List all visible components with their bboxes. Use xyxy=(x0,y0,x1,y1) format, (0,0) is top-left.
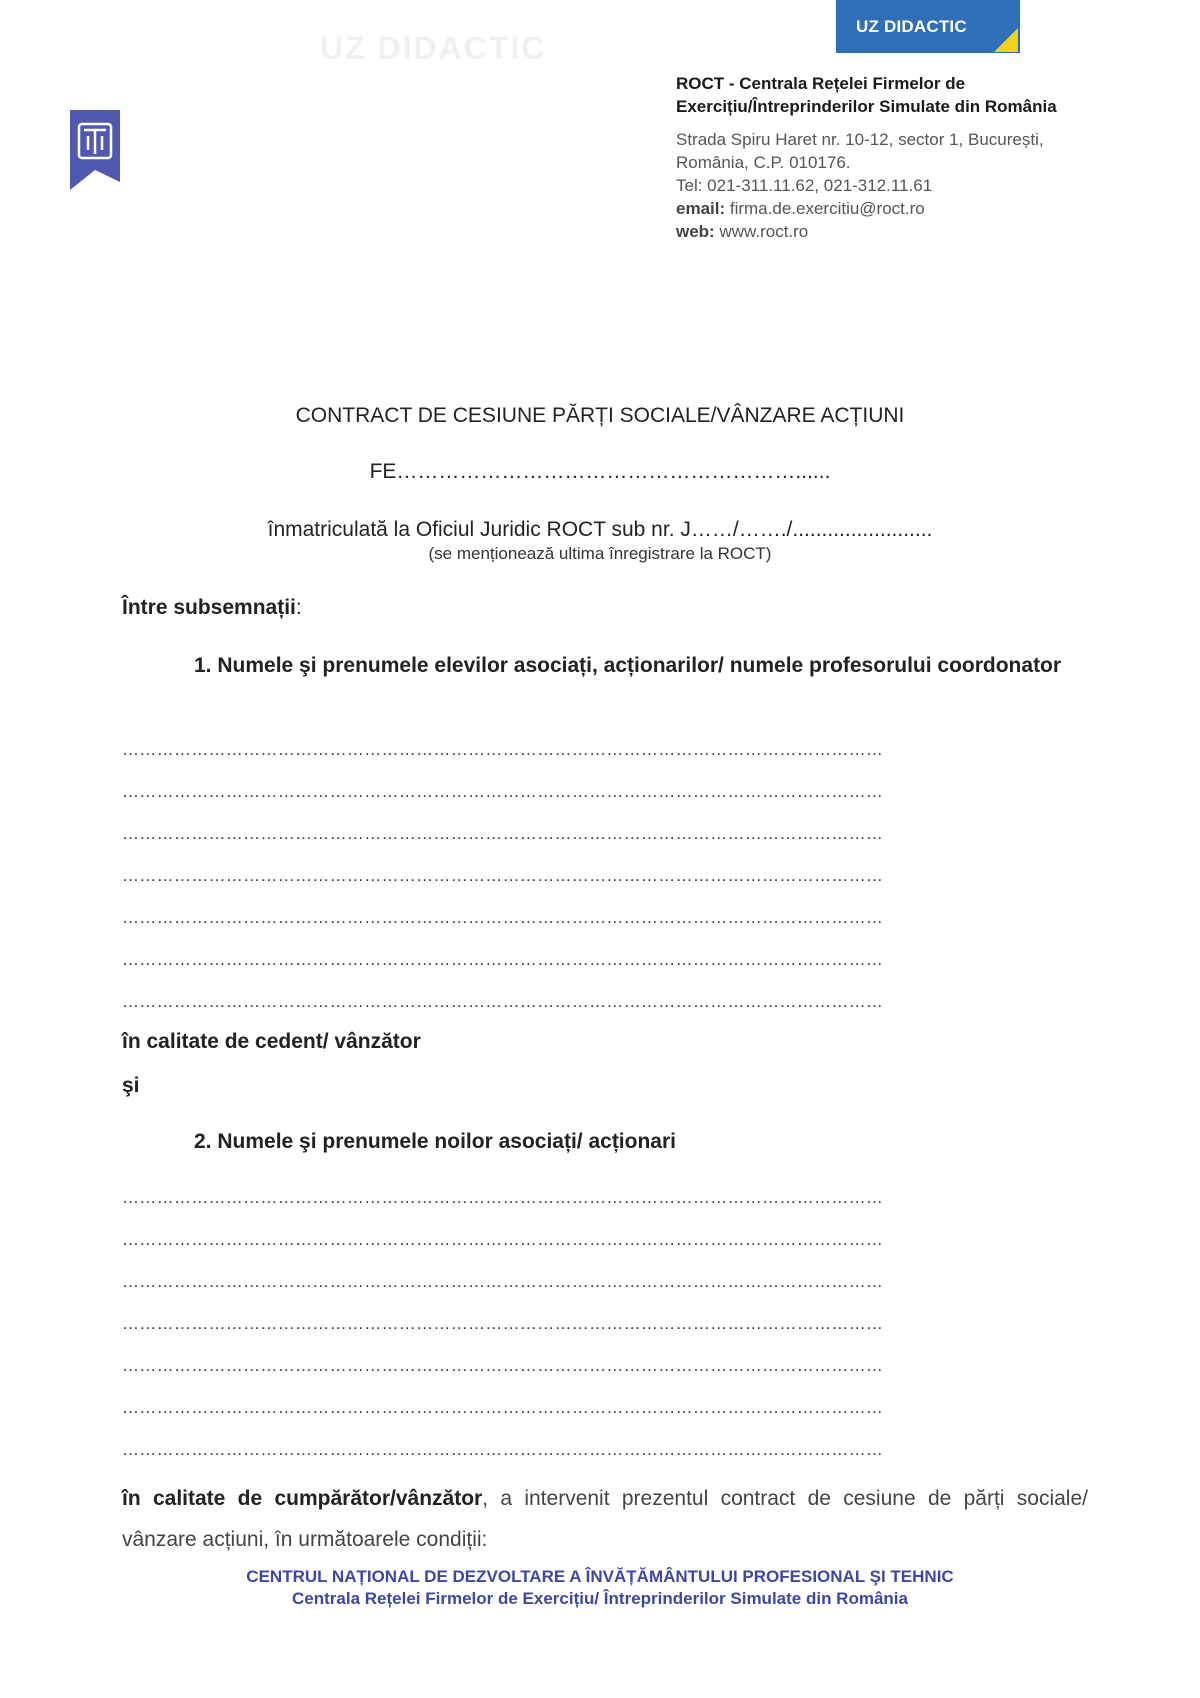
web-value: www.roct.ro xyxy=(714,222,809,241)
and-word: şi xyxy=(122,1074,140,1097)
page-footer xyxy=(0,1566,1200,1610)
dot-line: …………………………………………………………………………………………………………………… xyxy=(122,1314,884,1333)
dot-line: …………………………………………………………………………………………………………………… xyxy=(122,740,884,759)
footer-line1: CENTRUL NAȚIONAL DE DEZVOLTARE A ÎNVĂȚĂMÂNTULUI PROFESIONAL ŞI TEHNIC xyxy=(246,1567,954,1586)
footer-line2: Centrala Rețelei Firmelor de Exercițiu/ Întreprinderilor Simulate din România xyxy=(292,1589,908,1608)
dot-line: …………………………………………………………………………………………………………………… xyxy=(122,866,884,885)
registration-line: înmatriculată la Oficiul Juridic ROCT sub nr. J……/……./........................ xyxy=(267,518,933,541)
item-2 xyxy=(122,1128,1088,1156)
address-line1: Strada Spiru Haret nr. 10-12, sector 1, București, xyxy=(676,130,1044,149)
role-cedent: în calitate de cedent/ vânzător xyxy=(122,1030,421,1053)
roct-logo-icon xyxy=(70,110,120,190)
item-2-text: 2. Numele şi prenumele noilor asociați/ acționari xyxy=(194,1130,676,1153)
org-title xyxy=(676,72,1156,118)
org-title-line2: Exercițiu/Întreprinderilor Simulate din România xyxy=(676,97,1057,116)
email-line xyxy=(676,197,1156,220)
uz-didactic-badge: UZ DIDACTIC xyxy=(836,0,1020,53)
final-bold: în calitate de cumpărător/vânzător xyxy=(122,1487,483,1510)
dot-line: …………………………………………………………………………………………………………………… xyxy=(122,1440,884,1459)
final-rest: , a intervenit prezentul contract de cesiune de părți sociale/ vânzare acțiuni, în următoarele condiții: xyxy=(122,1487,1088,1551)
org-title-line1: ROCT - Centrala Rețelei Firmelor de xyxy=(676,74,966,93)
faded-header-text: UZ DIDACTIC xyxy=(320,30,547,66)
dot-line: …………………………………………………………………………………………………………………… xyxy=(122,1230,884,1249)
between-rest: : xyxy=(295,596,302,619)
dot-line: …………………………………………………………………………………………………………………… xyxy=(122,1272,884,1291)
email-label: email: xyxy=(676,199,726,218)
item-1-text: 1. Numele şi prenumele elevilor asociați, acționarilor/ numele profesorului coordonator xyxy=(194,654,1062,677)
dot-line: …………………………………………………………………………………………………………………… xyxy=(122,1356,884,1375)
document-title: CONTRACT DE CESIUNE PĂRȚI SOCIALE/VÂNZARE ACȚIUNI xyxy=(295,404,905,427)
badge-corner-icon xyxy=(994,28,1018,52)
web-line xyxy=(676,220,1156,243)
between-bold: Între subsemnații xyxy=(122,596,296,619)
dot-line: …………………………………………………………………………………………………………………… xyxy=(122,1398,884,1417)
tel-line: Tel: 021-311.11.62, 021-312.11.61 xyxy=(676,176,933,195)
fe-line: FE…………………………………………………...... xyxy=(369,460,831,483)
dot-line: …………………………………………………………………………………………………………………… xyxy=(122,908,884,927)
dot-line: …………………………………………………………………………………………………………………… xyxy=(122,1188,884,1207)
dot-line: …………………………………………………………………………………………………………………… xyxy=(122,950,884,969)
address-line2: România, C.P. 010176. xyxy=(676,153,851,172)
web-label: web: xyxy=(676,222,715,241)
dot-line: …………………………………………………………………………………………………………………… xyxy=(122,824,884,843)
email-value: firma.de.exercitiu@roct.ro xyxy=(725,199,925,218)
organization-block xyxy=(676,72,1156,243)
final-paragraph xyxy=(122,1478,1088,1560)
dot-line: …………………………………………………………………………………………………………………… xyxy=(122,992,884,1011)
dot-line: …………………………………………………………………………………………………………………… xyxy=(122,782,884,801)
registration-note: (se menționează ultima înregistrare la ROCT) xyxy=(428,544,772,563)
item-1 xyxy=(122,652,1088,680)
org-contact xyxy=(676,128,1156,243)
between-paragraph xyxy=(122,596,1088,620)
